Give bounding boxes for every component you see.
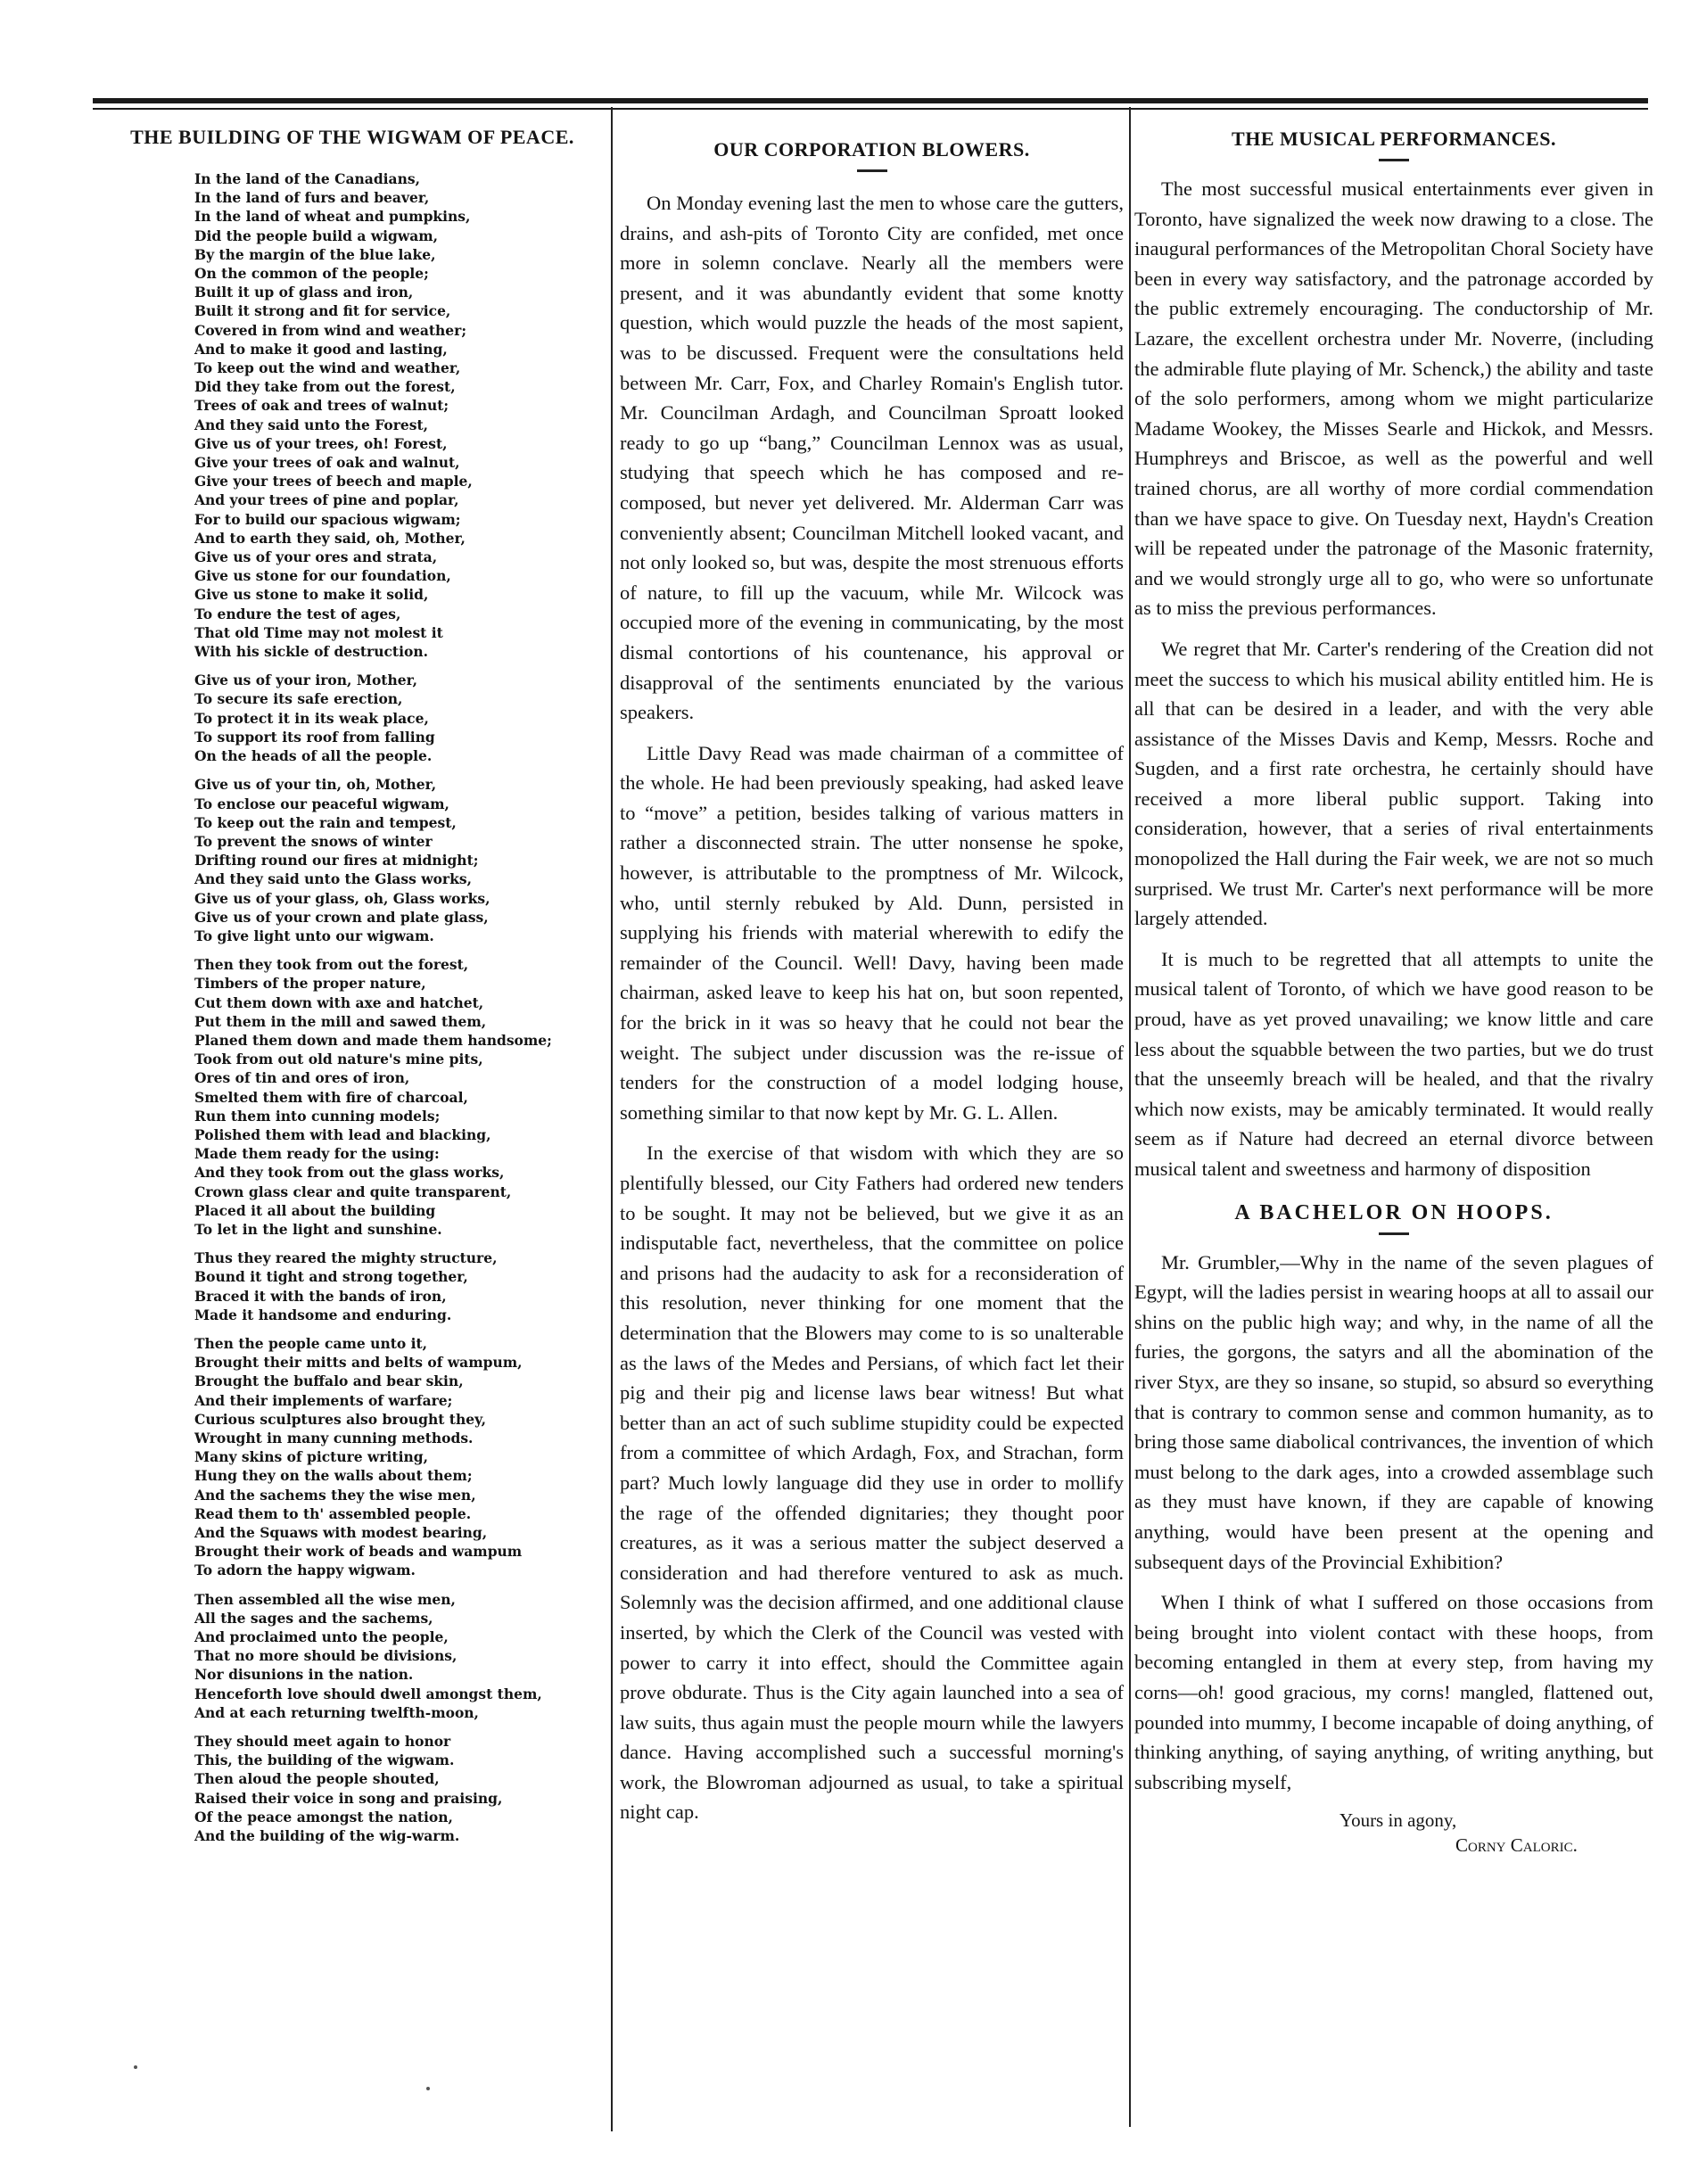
poem-stanza: [194, 169, 606, 661]
poem-line: Give your trees of beech and maple,: [194, 473, 473, 490]
poem-line: This, the building of the wigwam.: [194, 1751, 455, 1769]
poem-line: Crown glass clear and quite transparent,: [194, 1183, 512, 1200]
letter-body: [1134, 1248, 1653, 1798]
poem-line: Brought the buffalo and bear skin,: [194, 1372, 464, 1390]
poem-line: And their implements of warfare;: [194, 1391, 453, 1409]
poem-line: That no more should be divisions,: [194, 1647, 457, 1665]
poem-line: To keep out the rain and tempest,: [194, 813, 457, 831]
poem-line: Give us of your iron, Mother,: [194, 672, 418, 689]
poem-line: Curious sculptures also brought they,: [194, 1410, 487, 1428]
poem-stanza: [194, 955, 606, 1239]
paragraph: We regret that Mr. Carter's rendering of the Creation did not meet the success to which his musical ability entitled him. He is all that can be desired in a leader, and with the very able assistance of the Misses Davis and Kemp, Messrs. Roche and Sugden, and a first rate orchestra, he certainly should have received a more liberal public support. Taking into consideration, however, that a series of rival entertainments monopolized the Hall during the Fair week, we are not so much surprised. We trust Mr. Carter's next performance will be more largely attended.: [1134, 637, 1653, 930]
top-rule-thin: [93, 108, 1648, 110]
poem-line: To endure the test of ages,: [194, 605, 401, 622]
poem-line: Placed it all about the building: [194, 1201, 436, 1219]
poem-line: Many skins of picture writing,: [194, 1448, 428, 1466]
poem-line: To protect it in its weak place,: [194, 709, 429, 727]
poem-line: To keep out the wind and weather,: [194, 359, 461, 377]
poem-body: [194, 169, 606, 1845]
poem-line: Henceforth love should dwell amongst them,: [194, 1685, 542, 1702]
ink-speck: [426, 2087, 430, 2090]
paragraph: The most successful musical entertainments ever given in Toronto, have signalized the week now drawing to a close. The inaugural performances of the Metropolitan Choral Society have been in every way satisfactory, and the patronage accorded by the public extremely encouraging. The conductorship of Mr. Lazare, the excellent orchestra under Mr. Noverre, (including the admirable flute playing of Mr. Schenck,) the ability and taste of the solo performers, among whom we might particularize Madame Wookey, the Misses Searle and Hickok, and Messrs. Humphreys and Briscoe, as well as the powerful and well trained chorus, are all worthy of more cordial commendation than we have space to give. On Tuesday next, Haydn's Creation will be repeated under the patronage of the Masonic fraternity, and we would strongly urge all to go, who were so unfortunate as to miss the previous performances.: [1134, 177, 1653, 620]
poem-line: On the heads of all the people.: [194, 747, 433, 765]
poem-line: Of the peace amongst the nation,: [194, 1808, 453, 1825]
poem-line: And the building of the wig-warm.: [194, 1827, 460, 1845]
poem-line: In the land of the Canadians,: [194, 170, 420, 187]
poem-line: With his sickle of destruction.: [194, 643, 428, 661]
poem-line: To prevent the snows of winter: [194, 832, 433, 850]
title-dash: [857, 169, 887, 172]
poem-line: Give us of your glass, oh, Glass works,: [194, 889, 490, 907]
paragraph: When I think of what I suffered on those occasions from being brought into violent contact with these hoops, from becoming entangled in them at every step, from having my corns—oh! good gracious, my corns! mangled, flattened out, pounded into mummy, I become incapable of doing anything, of thinking anything, of saying anything, of writing anything, but subscribing myself,: [1134, 1591, 1653, 1793]
article-body: [1134, 174, 1653, 1184]
paragraph: On Monday evening last the men to whose care the gutters, drains, and ash-pits of Toronto City are confided, met once more in solemn conclave. Nearly all the members were present, and it was abundantly evident that some knotty question, which would puzzle the heads of the most sapient, was to be discussed. Frequent were the consultations held between Mr. Carr, Fox, and Charley Romain's English tutor. Mr. Councilman Ardagh, and Councilman Sproatt looked ready to go up “bang,” Councilman Lennox was as usual, studying that speech which he has composed and re-composed, but never yet delivered. Mr. Alderman Carr was conveniently absent; Councilman Mitchell looked vacant, and not only looked so, but was, despite the most strenuous efforts of nature, to fill up the vacuum, while Mr. Wilcock was occupied more of the evening in communicating, by the most dismal contortions of his countenance, his approval or disapproval of the sentiments enunciated by the various speakers.: [620, 192, 1124, 724]
poem-line: Covered in from wind and weather;: [194, 321, 467, 339]
paragraph: Little Davy Read was made chairman of a committee of the whole. He had been previously speaking, had asked leave to “move” a petition, besides talking of various matters in rather a disconnected strain. The utter nonsense he spoke, however, is attributable to the promptness of Mr. Wilcock, who, until sternly rebuked by Ald. Dunn, persisted in supplying his friends with material wherewith to edify the remainder of the Council. Well! Davy, having been made chairman, asked leave to keep his hat on, but soon repented, for the brick in it was so heavy that he could not bear the weight. The subject under discussion was the re-issue of tenders for the construction of a model lodging house, something similar to that now kept by Mr. G. L. Allen.: [620, 741, 1124, 1124]
poem-line: That old Time may not molest it: [194, 623, 443, 641]
poem-line: Give us stone to make it solid,: [194, 586, 429, 604]
poem-line: Give your trees of oak and walnut,: [194, 454, 460, 472]
paragraph: In the exercise of that wisdom with which they are so plentifully blessed, our City Fathers had ordered new tenders to be sought. It may not be believed, but we give it as an indisputable fact, nevertheless, that the committee on police and prisons had the audacity to ask for a reconsideration of this resolution, never thinking for one moment that the determination that the Blowers may come to is so unalterable as the laws of the Medes and Persians, of which fact let their pig and their pig and license laws bear witness! But what better than an act of such sublime stupidity could be expected from a committee of which Ardagh, Fox, and Strachan, form part? Much lowly language did they use in order to mollify the rage of the offended dignitaries; they thought poor creatures, as it was a serious matter the subject deserved a consideration and had therefore ventured to ask as much. Solemnly was the decision affirmed, and one additional clause inserted, by which the Clerk of the Council was vested with power to carry it into effect, should the Committee again prove obdurate. Thus is the City again launched into a sea of law suits, thus again must the people mourn while the lawyers dance. Having accomplished such a successful morning's work, the Blowroman adjourned as usual, to take a spiritual night cap.: [620, 1141, 1124, 1824]
poem-line: And they took from out the glass works,: [194, 1164, 505, 1182]
poem-line: By the margin of the blue lake,: [194, 245, 436, 263]
poem-line: Then the people came unto it,: [194, 1334, 428, 1352]
poem-line: Drifting round our fires at midnight;: [194, 852, 479, 869]
poem-line: And they said unto the Forest,: [194, 416, 429, 433]
poem-line: Then they took from out the forest,: [194, 956, 469, 974]
poem-line: Trees of oak and trees of walnut;: [194, 397, 449, 415]
poem-line: Put them in the mill and sawed them,: [194, 1012, 487, 1030]
poem-line: To support its roof from falling: [194, 728, 435, 746]
poem-line: And to earth they said, oh, Mother,: [194, 529, 466, 547]
poem-line: And they said unto the Glass works,: [194, 870, 472, 888]
poem-line: To enclose our peaceful wigwam,: [194, 795, 449, 812]
poem-line: And the sachems they the wise men,: [194, 1486, 476, 1504]
ink-speck: [134, 2065, 137, 2069]
poem-line: Give us stone for our foundation,: [194, 567, 451, 585]
poem-stanza: [194, 1590, 606, 1722]
poem-line: Give us of your tin, oh, Mother,: [194, 776, 437, 794]
paragraph: Mr. Grumbler,—Why in the name of the seven plagues of Egypt, will the ladies persist in wearing hoops at all to assail our shins on the public high way; and why, in the name of all the furies, the gorgons, the satyrs and all the abomination of the river Styx, are they so insane, so stupid, so absurd so everything that is contrary to common sense and common humanity, as to bring those same diabolical contrivances, the invention of which must belong to the dark ages, into a crowded assemblage such as they must have known, if they are capable of knowing anything, would have been present at the opening and subsequent days of the Provincial Exhibition?: [1134, 1250, 1653, 1573]
column-divider: [1129, 107, 1131, 2127]
poem-stanza: [194, 775, 606, 945]
poem-stanza: [194, 1249, 606, 1324]
poem-line: They should meet again to honor: [194, 1733, 451, 1751]
poem-line: Did the people build a wigwam,: [194, 227, 439, 244]
poem-line: Raised their voice in song and praising,: [194, 1789, 503, 1807]
poem-line: Planed them down and made them handsome;: [194, 1031, 552, 1049]
poem-line: And at each returning twelfth-moon,: [194, 1703, 479, 1721]
poem-line: To adorn the happy wigwam.: [194, 1562, 416, 1579]
poem-line: Timbers of the proper nature,: [194, 975, 426, 993]
letter-closing: Yours in agony,: [1339, 1809, 1457, 1832]
poem-line: Built it strong and fit for service,: [194, 302, 451, 320]
poem-line: Give us of your trees, oh! Forest,: [194, 434, 448, 452]
poem-line: On the common of the people;: [194, 265, 429, 283]
column-divider: [611, 107, 613, 2131]
poem-line: Thus they reared the mighty structure,: [194, 1249, 498, 1267]
poem-line: Hung they on the walls about them;: [194, 1467, 473, 1485]
poem-stanza: [194, 671, 606, 765]
poem-line: To let in the light and sunshine.: [194, 1220, 442, 1238]
poem-line: Polished them with lead and blacking,: [194, 1125, 491, 1143]
poem-line: To secure its safe erection,: [194, 690, 403, 708]
column-corporation-blowers: [620, 125, 1124, 1838]
poem-line: Built it up of glass and iron,: [194, 284, 414, 301]
poem-line: Bound it tight and strong together,: [194, 1268, 468, 1286]
article-title-bachelor: A BACHELOR ON HOOPS.: [1234, 1200, 1554, 1224]
column-poem: [98, 125, 606, 1855]
article-title: OUR CORPORATION BLOWERS.: [713, 138, 1030, 161]
poem-line: Took from out old nature's mine pits,: [194, 1051, 483, 1068]
poem-line: In the land of furs and beaver,: [194, 189, 430, 207]
letter-signature: Corny Caloric.: [1455, 1834, 1578, 1857]
poem-line: Read them to th' assembled people.: [194, 1504, 472, 1522]
poem-title: THE BUILDING OF THE WIGWAM OF PEACE.: [130, 126, 574, 148]
poem-line: Smelted them with fire of charcoal,: [194, 1088, 468, 1106]
poem-line: Then assembled all the wise men,: [194, 1590, 456, 1608]
article-body: [620, 188, 1124, 1827]
column-musical-performances: [1134, 125, 1653, 1858]
top-rule: [93, 98, 1648, 103]
poem-line: In the land of wheat and pumpkins,: [194, 208, 471, 226]
poem-stanza: [194, 1732, 606, 1845]
poem-line: All the sages and the sachems,: [194, 1609, 433, 1627]
poem-line: And to make it good and lasting,: [194, 340, 448, 358]
paragraph: It is much to be regretted that all attempts to unite the musical talent of Toronto, of which we have good reason to be proud, have as yet proved unavailing; we know little and care less about the squabble between the two parties, but we do trust that the unseemly breach will be healed, and that the rivalry which now exists, may be amicably terminated. It would really seem as if Nature had decreed an eternal divorce between musical talent and sweetness and harmony of disposition: [1134, 947, 1653, 1180]
poem-line: Brought their mitts and belts of wampum,: [194, 1354, 523, 1372]
poem-line: Give us of your ores and strata,: [194, 548, 438, 566]
poem-line: Did they take from out the forest,: [194, 378, 456, 396]
poem-line: Wrought in many cunning methods.: [194, 1430, 474, 1446]
poem-line: For to build our spacious wigwam;: [194, 510, 461, 528]
poem-line: Made them ready for the using:: [194, 1145, 440, 1163]
poem-line: Give us of your crown and plate glass,: [194, 908, 489, 926]
title-dash: [1379, 1232, 1409, 1235]
poem-line: To give light unto our wigwam.: [194, 927, 434, 944]
article-title: THE MUSICAL PERFORMANCES.: [1232, 128, 1556, 150]
poem-line: Cut them down with axe and hatchet,: [194, 993, 484, 1011]
poem-line: Braced it with the bands of iron,: [194, 1287, 447, 1305]
title-dash: [1379, 159, 1409, 161]
poem-line: And the Squaws with modest bearing,: [194, 1524, 488, 1542]
poem-line: And proclaimed unto the people,: [194, 1628, 449, 1646]
poem-line: Nor disunions in the nation.: [194, 1666, 414, 1684]
poem-line: Ores of tin and ores of iron,: [194, 1069, 410, 1087]
poem-line: And your trees of pine and poplar,: [194, 491, 459, 509]
poem-line: Then aloud the people shouted,: [194, 1770, 440, 1788]
poem-stanza: [194, 1334, 606, 1580]
poem-line: Brought their work of beads and wampum: [194, 1543, 523, 1561]
poem-line: Made it handsome and enduring.: [194, 1306, 452, 1323]
poem-line: Run them into cunning models;: [194, 1107, 441, 1125]
